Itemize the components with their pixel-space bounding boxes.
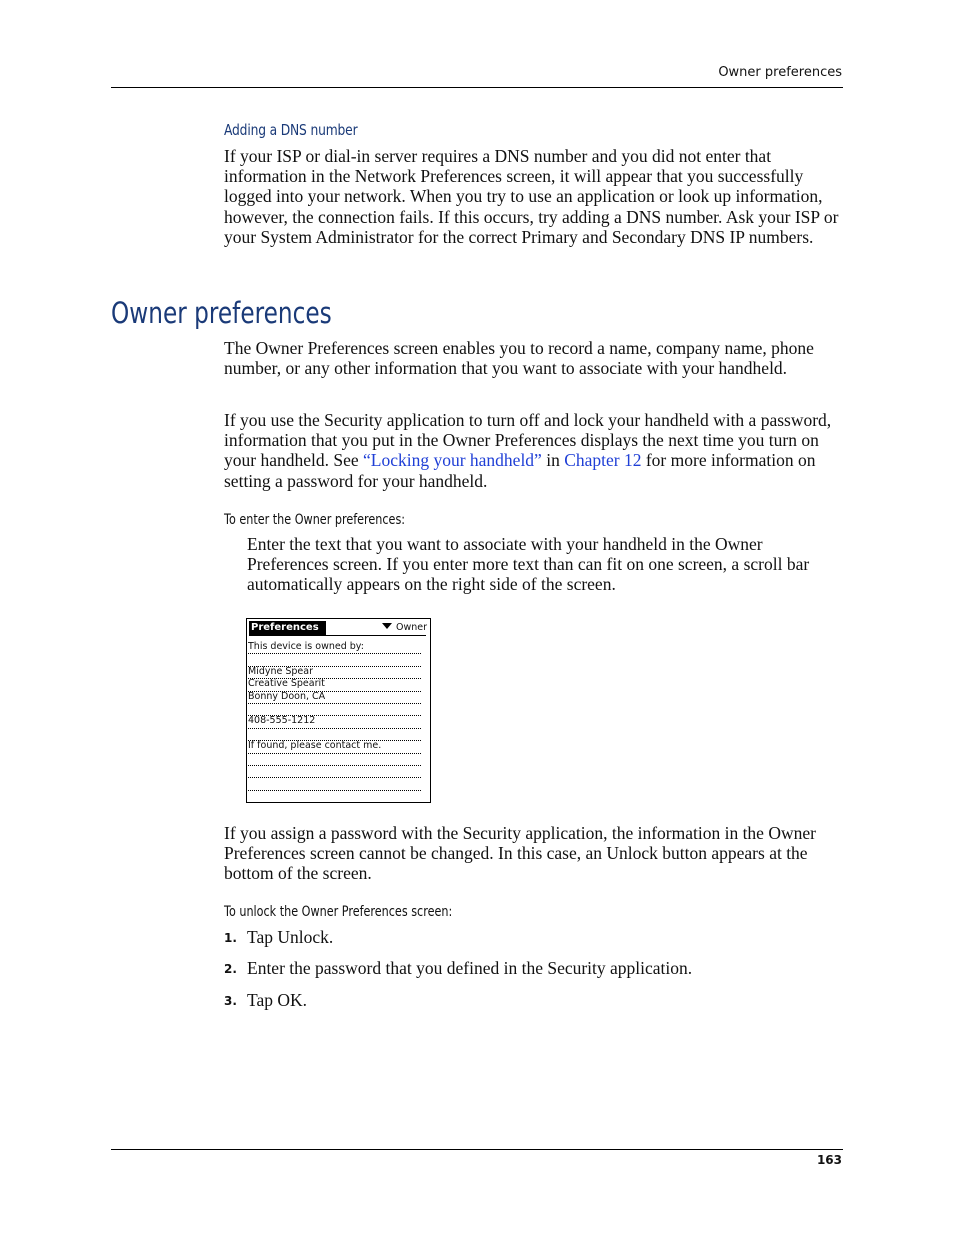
procedure-heading-enter: To enter the Owner preferences:	[224, 512, 406, 528]
step-text: Enter the password that you defined in the Security application.	[247, 958, 693, 978]
owner-line: This device is owned by:	[248, 641, 421, 654]
intro-paragraph: The Owner Preferences screen enables you to record a name, company name, phone number, or any other information that you want to associate with your handheld.	[224, 338, 814, 379]
security-text-1: If you use the Security application to turn off and lock your handheld with a password, information that you put in the Owner Preferences displays the next time you turn on your handheld. See	[224, 410, 832, 471]
dns-paragraph: If your ISP or dial-in server requires a DNS number and you did not enter that information in the Network Preferences screen, it will appear that you successfully logged into your network. When you try to use an application or look up information, however, the connection fails. If this occurs, try adding a DNS number. Ask your ISP or your System Administrator for the correct Primary and Secondary DNS IP numbers.	[224, 146, 839, 247]
dns-heading: Adding a DNS number	[224, 121, 358, 139]
owner-line	[248, 765, 421, 778]
procedure-enter-body: Enter the text that you want to associate with your handheld in the Owner Preferences screen. If you enter more text than can fit on one screen, a scroll bar automatically appears on the right side of the screen.	[247, 534, 810, 595]
running-head: Owner preferences	[718, 65, 842, 80]
section-title: Owner preferences	[111, 296, 332, 330]
owner-line: Creative Spearit	[248, 678, 421, 691]
procedure-heading-unlock: To unlock the Owner Preferences screen:	[224, 904, 453, 920]
step-text: Tap Unlock.	[247, 927, 334, 947]
owner-line	[248, 753, 421, 766]
password-paragraph: If you assign a password with the Security application, the information in the Owner Preferences screen cannot be changed. In this case, an Unlock button appears at the bottom of the screen.	[224, 823, 816, 884]
step-number: 1.	[224, 931, 237, 945]
security-text-3: for more information on setting a password for your handheld.	[224, 450, 816, 491]
owner-line: Bonny Doon, CA	[248, 691, 421, 704]
screen-title-rule	[249, 635, 426, 636]
chapter-12-link[interactable]: Chapter 12	[564, 450, 642, 471]
dropdown-label: Owner	[395, 622, 427, 633]
owner-line: Midyne Spear	[248, 666, 421, 679]
header-rule	[111, 87, 843, 88]
footer-rule	[111, 1149, 843, 1150]
owner-line: If found, please contact me.	[248, 740, 421, 753]
screen-category-dropdown	[382, 621, 427, 635]
step-number: 2.	[224, 962, 237, 976]
screen-title: Preferences	[249, 621, 326, 635]
step-text: Tap OK.	[247, 990, 308, 1010]
locking-handheld-link[interactable]: “Locking your handheld”	[363, 450, 542, 471]
owner-line	[248, 728, 421, 741]
dropdown-triangle-icon	[382, 623, 392, 629]
security-paragraph	[224, 410, 840, 491]
owner-line: 408-555-1212	[248, 715, 421, 728]
page-number: 163	[816, 1153, 842, 1167]
owner-line	[248, 703, 421, 716]
owner-preferences-screenshot	[246, 618, 431, 803]
step-number: 3.	[224, 994, 237, 1008]
security-text-2: in	[541, 450, 565, 471]
owner-line	[248, 777, 421, 790]
owner-line	[248, 653, 421, 666]
